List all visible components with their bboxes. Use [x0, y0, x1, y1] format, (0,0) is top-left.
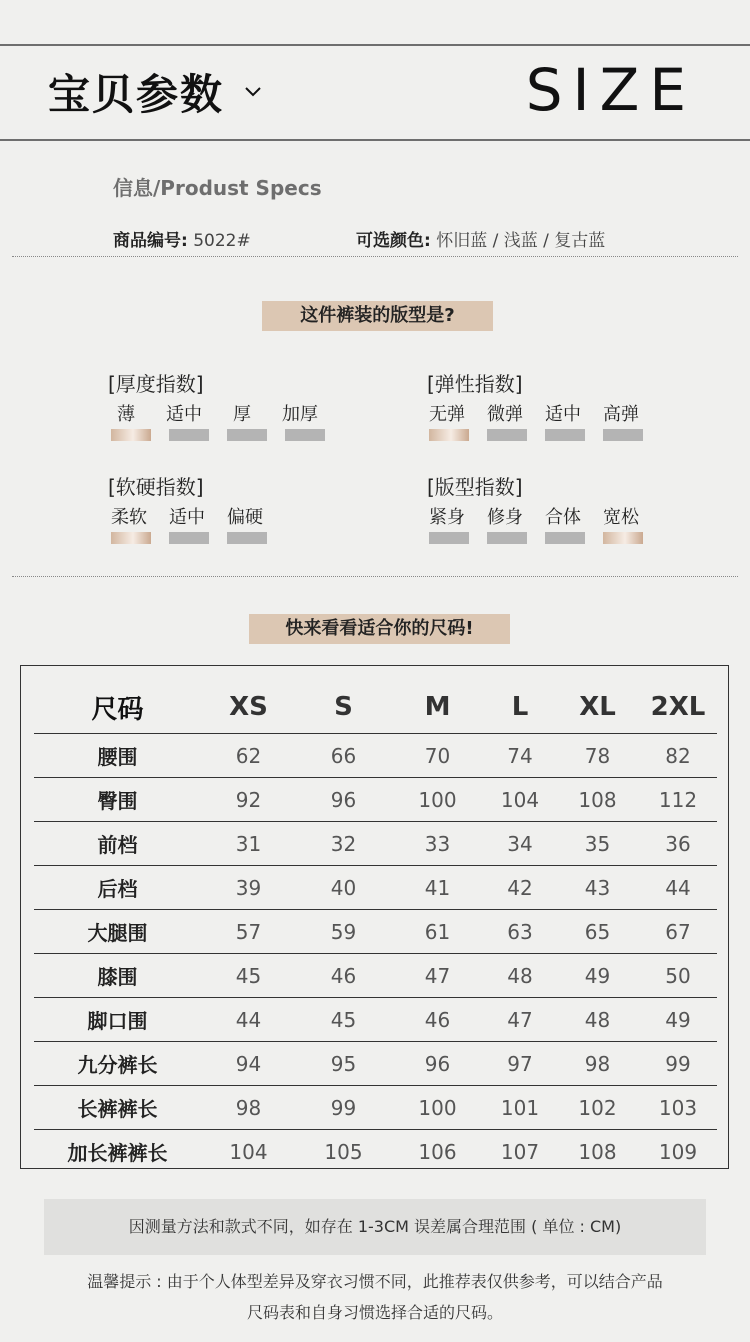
fit-bar — [487, 532, 527, 544]
size-value-cell: 92 — [201, 778, 296, 822]
measurement-label: 后档 — [34, 866, 201, 910]
size-value-cell: 44 — [639, 866, 717, 910]
elasticity-option: 高弹 — [603, 404, 639, 425]
table-row — [34, 734, 717, 778]
measurement-label: 加长裤裤长 — [34, 1130, 201, 1174]
measurement-label: 脚口围 — [34, 998, 201, 1042]
softness-index-title: [软硬指数] — [108, 475, 204, 499]
table-row — [34, 778, 717, 822]
size-value-cell: 100 — [391, 778, 484, 822]
size-value-cell: 107 — [484, 1130, 556, 1174]
size-tip-line: 温馨提示 : 由于个人体型差异及穿衣习惯不同，此推荐表仅供参考，可以结合产品 — [87, 1272, 663, 1291]
size-header: 2XL — [650, 692, 706, 722]
softness-option: 柔软 — [111, 507, 147, 528]
fit-section-tag: 这件裤装的版型是? — [262, 301, 493, 331]
softness-bar — [169, 532, 209, 544]
colors-value: 怀旧蓝 / 浅蓝 / 复古蓝 — [436, 231, 606, 251]
size-value-cell: 43 — [556, 866, 639, 910]
fit-option: 修身 — [487, 507, 523, 528]
table-row — [34, 1042, 717, 1086]
size-value-cell: 49 — [639, 998, 717, 1042]
size-value-cell: 47 — [484, 998, 556, 1042]
size-value-cell: 32 — [296, 822, 391, 866]
measurement-label: 大腿围 — [34, 910, 201, 954]
measurement-label: 膝围 — [34, 954, 201, 998]
thickness-index-title: [厚度指数] — [108, 372, 204, 396]
fit-bar-selected — [603, 532, 643, 544]
fit-index-title: [版型指数] — [427, 475, 523, 499]
size-value-cell: 108 — [556, 778, 639, 822]
size-value-cell: 63 — [484, 910, 556, 954]
thickness-bar — [169, 429, 209, 441]
available-colors — [356, 226, 605, 251]
item-number — [113, 226, 251, 251]
fit-option: 宽松 — [603, 507, 639, 528]
info-section-title: 信息/Produst Specs — [113, 176, 322, 200]
elasticity-option: 微弹 — [487, 404, 523, 425]
table-row — [34, 866, 717, 910]
size-value-cell: 98 — [556, 1042, 639, 1086]
elasticity-bars — [429, 429, 661, 441]
size-table-header-row — [34, 681, 717, 734]
measurement-label: 九分裤长 — [34, 1042, 201, 1086]
size-value-cell: 44 — [201, 998, 296, 1042]
size-value-cell: 82 — [639, 734, 717, 778]
size-value-cell: 70 — [391, 734, 484, 778]
size-value-cell: 67 — [639, 910, 717, 954]
info-divider — [12, 256, 738, 257]
size-value-cell: 48 — [556, 998, 639, 1042]
size-tip-line: 尺码表和自身习惯选择合适的尺码。 — [246, 1303, 503, 1322]
fit-bars — [429, 532, 661, 544]
item-number-value: 5022# — [193, 231, 251, 251]
thickness-bars — [111, 429, 343, 441]
size-value-cell: 98 — [201, 1086, 296, 1130]
elasticity-bar — [545, 429, 585, 441]
table-row — [34, 998, 717, 1042]
softness-bar-selected — [111, 532, 151, 544]
size-value-cell: 78 — [556, 734, 639, 778]
size-value-cell: 94 — [201, 1042, 296, 1086]
size-value-cell: 66 — [296, 734, 391, 778]
thickness-options — [97, 400, 329, 426]
size-header: S — [334, 692, 353, 722]
fit-option: 紧身 — [429, 507, 465, 528]
fit-bar — [429, 532, 469, 544]
size-value-cell: 62 — [201, 734, 296, 778]
size-header: XS — [229, 692, 268, 722]
measurement-label: 臀围 — [34, 778, 201, 822]
table-row — [34, 1086, 717, 1130]
size-value-cell: 108 — [556, 1130, 639, 1174]
size-value-cell: 39 — [201, 866, 296, 910]
size-value-cell: 59 — [296, 910, 391, 954]
elasticity-index-title: [弹性指数] — [427, 372, 523, 396]
size-value-cell: 42 — [484, 866, 556, 910]
page-title: 宝贝参数 — [48, 70, 225, 119]
elasticity-option: 适中 — [545, 404, 581, 425]
thickness-bar — [227, 429, 267, 441]
elasticity-bar — [603, 429, 643, 441]
size-header: XL — [579, 692, 616, 722]
size-value-cell: 50 — [639, 954, 717, 998]
elasticity-bar-selected — [429, 429, 469, 441]
size-table — [34, 681, 717, 1173]
size-value-cell: 100 — [391, 1086, 484, 1130]
softness-option: 适中 — [169, 507, 205, 528]
size-value-cell: 40 — [296, 866, 391, 910]
size-value-cell: 104 — [201, 1130, 296, 1174]
size-value-cell: 34 — [484, 822, 556, 866]
size-tip — [50, 1266, 700, 1328]
chevron-down-icon[interactable] — [244, 82, 262, 100]
size-value-cell: 48 — [484, 954, 556, 998]
size-value-cell: 45 — [201, 954, 296, 998]
size-value-cell: 65 — [556, 910, 639, 954]
fit-options — [418, 503, 650, 529]
size-value-cell: 35 — [556, 822, 639, 866]
size-header: M — [424, 692, 451, 722]
size-value-cell: 45 — [296, 998, 391, 1042]
size-value-cell: 41 — [391, 866, 484, 910]
size-value-cell: 96 — [391, 1042, 484, 1086]
size-value-cell: 61 — [391, 910, 484, 954]
elasticity-bar — [487, 429, 527, 441]
size-value-cell: 49 — [556, 954, 639, 998]
size-value-cell: 57 — [201, 910, 296, 954]
size-value-cell: 46 — [391, 998, 484, 1042]
softness-bars — [111, 532, 285, 544]
size-value-cell: 99 — [296, 1086, 391, 1130]
table-row — [34, 1130, 717, 1174]
size-value-cell: 36 — [639, 822, 717, 866]
softness-bar — [227, 532, 267, 544]
size-value-cell: 99 — [639, 1042, 717, 1086]
size-value-cell: 105 — [296, 1130, 391, 1174]
size-value-cell: 31 — [201, 822, 296, 866]
colors-label: 可选颜色: — [356, 231, 431, 251]
fit-bar — [545, 532, 585, 544]
softness-option: 偏硬 — [227, 507, 263, 528]
measurement-label: 长裤裤长 — [34, 1086, 201, 1130]
size-value-cell: 97 — [484, 1042, 556, 1086]
size-value-cell: 103 — [639, 1086, 717, 1130]
thickness-option: 适中 — [166, 404, 202, 425]
size-value-cell: 109 — [639, 1130, 717, 1174]
thickness-bar-selected — [111, 429, 151, 441]
thickness-option: 薄 — [117, 404, 135, 425]
size-header-label: 尺码 — [91, 694, 144, 725]
size-value-cell: 112 — [639, 778, 717, 822]
fit-divider — [12, 576, 738, 577]
size-value-cell: 33 — [391, 822, 484, 866]
size-section-tag: 快来看看适合你的尺码! — [249, 614, 510, 644]
measurement-label: 前档 — [34, 822, 201, 866]
measurement-note: 因测量方法和款式不同，如存在 1-3CM 误差属合理范围 ( 单位 : CM) — [44, 1199, 706, 1255]
size-value-cell: 47 — [391, 954, 484, 998]
size-value-cell: 96 — [296, 778, 391, 822]
elasticity-options — [418, 400, 650, 426]
item-number-label: 商品编号: — [113, 231, 188, 251]
table-row — [34, 910, 717, 954]
size-value-cell: 95 — [296, 1042, 391, 1086]
thickness-option: 厚 — [233, 404, 251, 425]
size-value-cell: 74 — [484, 734, 556, 778]
table-row — [34, 954, 717, 998]
thickness-bar — [285, 429, 325, 441]
size-value-cell: 101 — [484, 1086, 556, 1130]
top-divider — [0, 44, 750, 46]
size-header: L — [511, 692, 529, 722]
fit-option: 合体 — [545, 507, 581, 528]
size-value-cell: 102 — [556, 1086, 639, 1130]
elasticity-option: 无弹 — [429, 404, 465, 425]
thickness-option: 加厚 — [282, 404, 318, 425]
softness-options — [100, 503, 274, 529]
measurement-label: 腰围 — [34, 734, 201, 778]
header-bottom-divider — [0, 139, 750, 141]
table-row — [34, 822, 717, 866]
size-value-cell: 104 — [484, 778, 556, 822]
size-value-cell: 106 — [391, 1130, 484, 1174]
size-value-cell: 46 — [296, 954, 391, 998]
size-heading: SIZE — [525, 56, 696, 124]
